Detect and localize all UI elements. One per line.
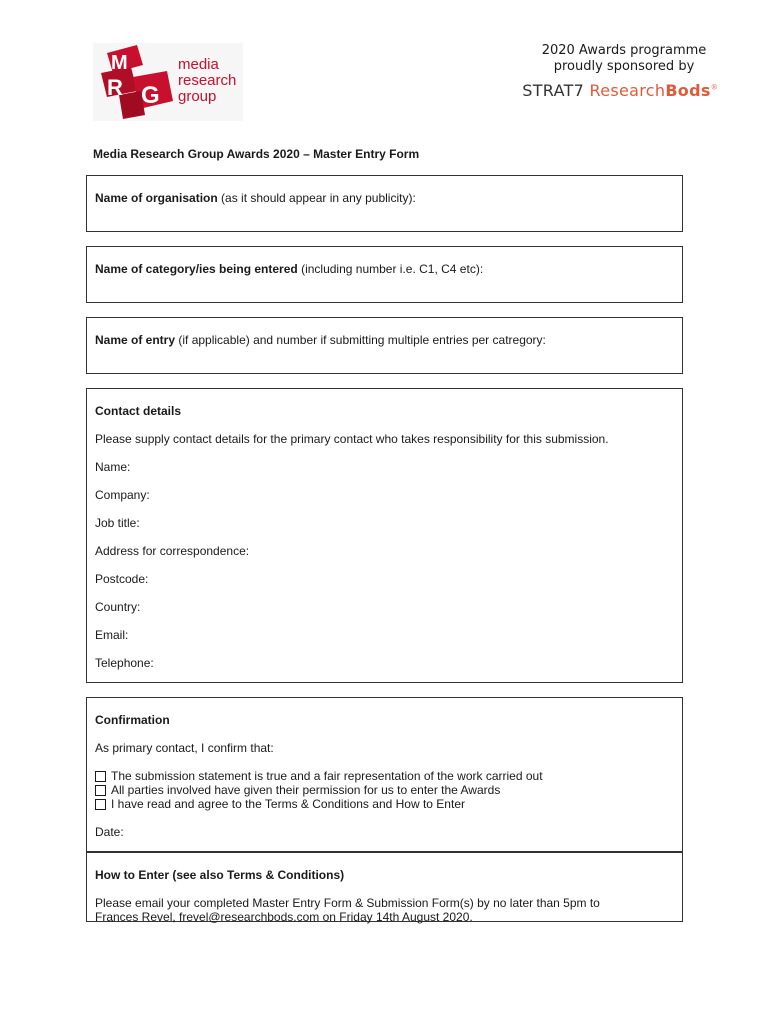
confirmation-date-field[interactable]: Date: xyxy=(95,825,124,839)
logo-text-research: research xyxy=(178,72,237,89)
confirm-statement-row[interactable] xyxy=(95,769,543,783)
how-to-enter-section xyxy=(86,852,683,922)
organisation-label: Name of organisation xyxy=(95,191,218,205)
confirmation-section xyxy=(86,697,683,852)
confirm-statement-label: The submission statement is true and a fair representation of the work carried out xyxy=(111,769,543,783)
entry-name-field[interactable] xyxy=(86,317,683,374)
contact-country-field[interactable]: Country: xyxy=(95,600,141,614)
contact-telephone-field[interactable]: Telephone: xyxy=(95,656,154,670)
sponsor-line-2: proudly sponsored by xyxy=(553,59,695,74)
form-title: Media Research Group Awards 2020 – Master Entry Form xyxy=(93,147,420,161)
brand-research: Research xyxy=(589,81,666,100)
sponsor-brand-logo xyxy=(518,81,718,100)
contact-company-field[interactable]: Company: xyxy=(95,488,150,502)
contact-email-field[interactable]: Email: xyxy=(95,628,129,642)
sponsor-line-1: 2020 Awards programme xyxy=(541,43,707,58)
svg-text:G: G xyxy=(141,82,160,109)
contact-name-field[interactable]: Name: xyxy=(95,460,131,474)
contact-heading: Contact details xyxy=(95,404,182,418)
contact-address-field[interactable]: Address for correspondence: xyxy=(95,544,250,558)
confirm-permission-label: All parties involved have given their permission for us to enter the Awards xyxy=(111,783,501,797)
confirm-permission-checkbox[interactable] xyxy=(95,785,106,796)
entry-label: Name of entry xyxy=(95,333,176,347)
brand-registered-mark: ® xyxy=(710,83,718,92)
confirm-statement-checkbox[interactable] xyxy=(95,771,106,782)
organisation-label-line xyxy=(95,176,674,205)
sponsor-block xyxy=(518,43,718,100)
category-label-line xyxy=(95,247,674,276)
svg-text:M: M xyxy=(111,52,128,74)
brand-bods: Bods xyxy=(665,81,711,100)
logo-text-group: group xyxy=(178,88,217,105)
mrg-logo xyxy=(93,43,243,121)
logo-text-media: media xyxy=(178,56,219,73)
how-to-enter-heading: How to Enter (see also Terms & Conditions) xyxy=(95,868,345,882)
organisation-field[interactable] xyxy=(86,175,683,232)
confirm-terms-row[interactable] xyxy=(95,797,465,811)
contact-job-title-field[interactable]: Job title: xyxy=(95,516,140,530)
confirmation-intro: As primary contact, I confirm that: xyxy=(95,741,274,755)
category-field[interactable] xyxy=(86,246,683,303)
category-hint: (including number i.e. C1, C4 etc): xyxy=(297,262,484,276)
entry-hint: (if applicable) and number if submitting multiple entries per catregory: xyxy=(175,333,546,347)
entry-label-line xyxy=(95,318,674,347)
how-to-enter-line-1: Please email your completed Master Entry Form & Submission Form(s) by no later than 5pm to xyxy=(95,896,600,910)
brand-strat7: STRAT7 xyxy=(522,81,585,100)
confirm-terms-label: I have read and agree to the Terms & Conditions and How to Enter xyxy=(111,797,465,811)
contact-intro: Please supply contact details for the primary contact who takes responsibility for this submission. xyxy=(95,432,609,446)
organisation-hint: (as it should appear in any publicity): xyxy=(217,191,416,205)
confirmation-heading: Confirmation xyxy=(95,713,170,727)
confirm-terms-checkbox[interactable] xyxy=(95,799,106,810)
confirm-permission-row[interactable] xyxy=(95,783,500,797)
contact-postcode-field[interactable]: Postcode: xyxy=(95,572,149,586)
how-to-enter-line-2: Frances Revel, frevel@researchbods.com on Friday 14th August 2020. xyxy=(95,910,473,924)
mrg-logo-mark-icon xyxy=(93,43,177,121)
category-label: Name of category/ies being entered xyxy=(95,262,298,276)
contact-details-section xyxy=(86,388,683,683)
svg-text:R: R xyxy=(107,75,123,100)
logo-wordmark xyxy=(178,57,236,105)
